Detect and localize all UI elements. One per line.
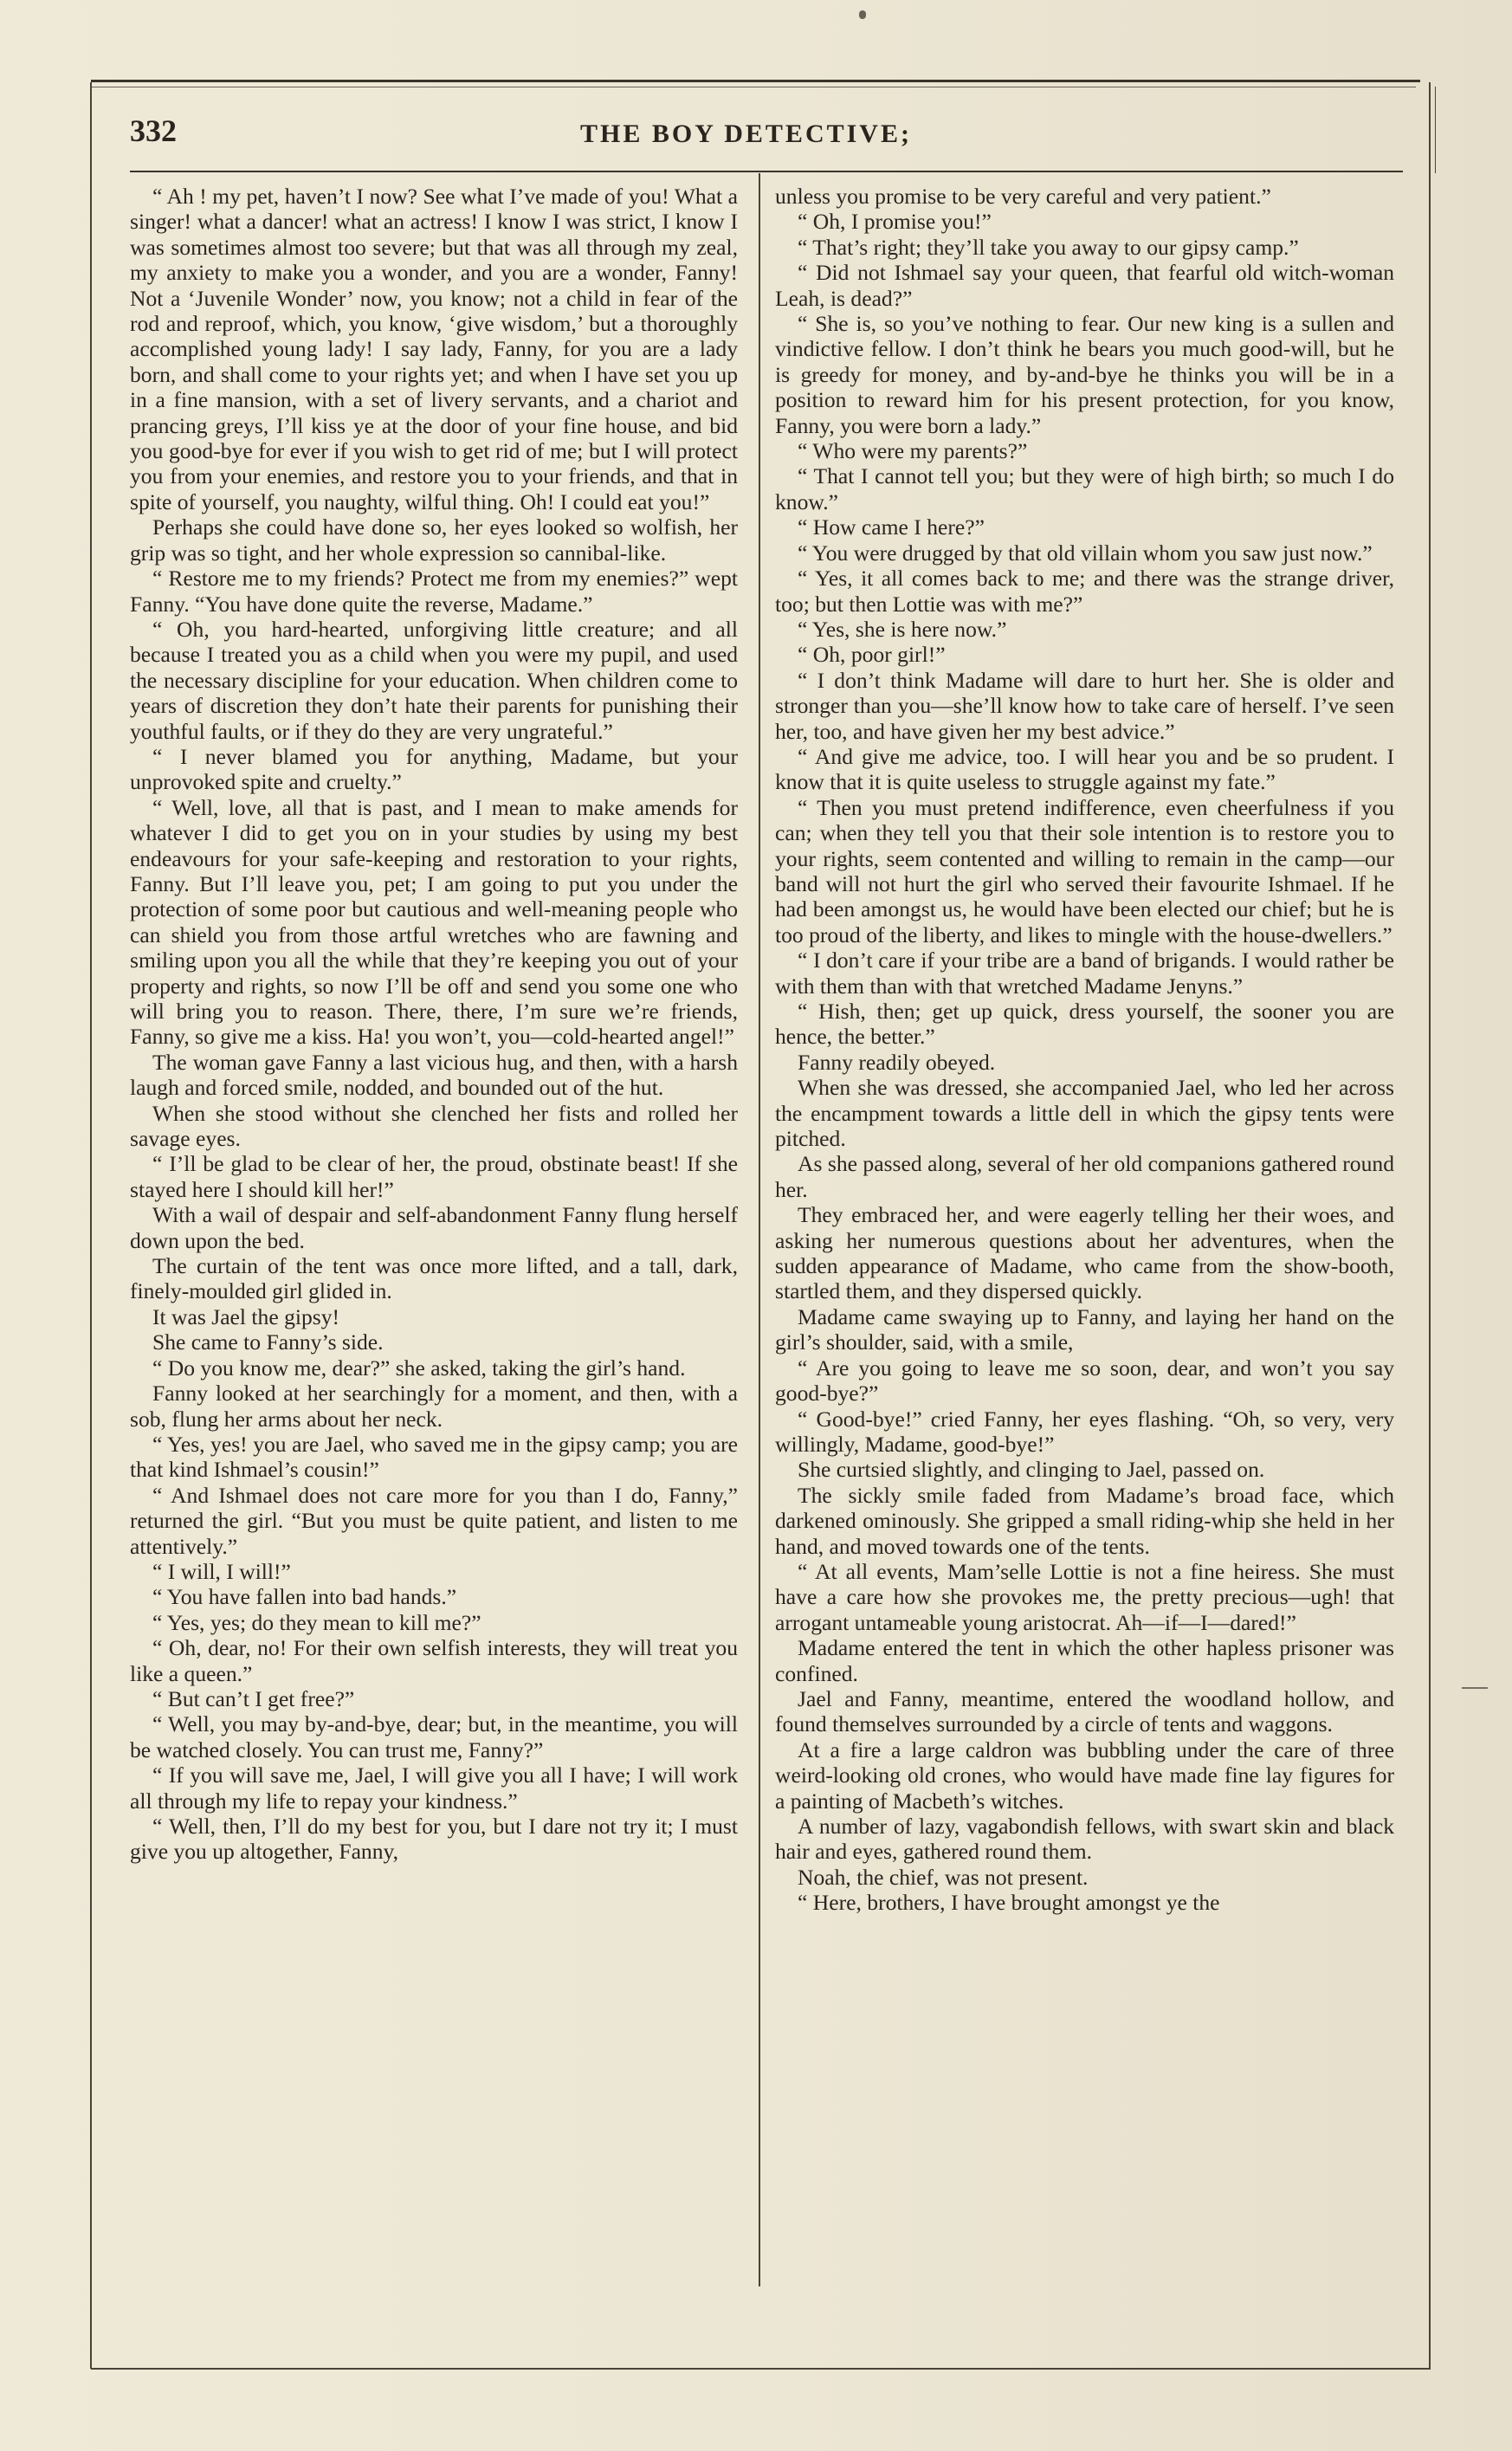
paragraph: “ Well, love, all that is past, and I mean to make amends for whatever I did to get you on in your studies by using my best endeavours for your safe-keeping and restoration to your rights, Fanny. But I’ll leave you, pet; I am going to put you under the protection of some poor but cautious and well-meaning people who can shield you from those artful wretches who are fawning and smiling upon you all the while that they’re keeping you out of your property and rights, so now I’ll be off and send you some one who will bring you to reason. There, there, I’m sure we’re friends, Fanny, so give me a kiss. Ha! you won’t, you—cold-hearted angel!” <box>130 794 738 1050</box>
right-column <box>775 184 1394 2288</box>
paragraph: At a fire a large caldron was bubbling under the care of three weird-looking old crones, who would have made fine lay figures for a painting of Macbeth’s witches. <box>775 1736 1394 1814</box>
paragraph: “ Restore me to my friends? Protect me from my enemies?” wept Fanny. “You have done quite the reverse, Madame.” <box>130 566 738 617</box>
paragraph: It was Jael the gipsy! <box>152 1303 340 1329</box>
paragraph: “ Yes, she is here now.” <box>798 616 1007 642</box>
paragraph: Jael and Fanny, meantime, entered the woodland hollow, and found themselves surrounded by a circle of tents and waggons. <box>775 1685 1394 1737</box>
page-number: 332 <box>130 113 177 148</box>
paragraph: “ And give me advice, too. I will hear you and be so prudent. I know that it is quite useless to struggle against my fate.” <box>775 743 1394 795</box>
paragraph: “ Well, then, I’ll do my best for you, but I dare not try it; I must give you up altogether, Fanny, <box>130 1814 738 1865</box>
paragraph: Fanny looked at her searchingly for a moment, and then, with a sob, flung her arms about her neck. <box>130 1381 738 1432</box>
paragraph: “ Here, brothers, I have brought amongst ye the <box>798 1890 1220 1916</box>
paragraph: “ I don’t think Madame will dare to hurt her. She is older and stronger than you—she’ll know how to take care of herself. I’ve seen her, too, and have given her my best advice.” <box>775 667 1394 744</box>
paragraph: With a wail of despair and self-abandonment Fanny flung herself down upon the bed. <box>130 1202 738 1253</box>
top-border-rule <box>91 80 1420 82</box>
bottom-border-rule <box>91 2368 1431 2370</box>
paragraph: She came to Fanny’s side. <box>152 1329 384 1355</box>
paragraph: As she passed along, several of her old companions gathered round her. <box>775 1151 1394 1202</box>
paragraph: “ Do you know me, dear?” she asked, taking the girl’s hand. <box>152 1355 686 1381</box>
paragraph: “ But can’t I get free?” <box>152 1685 355 1711</box>
paragraph: “ Did not Ishmael say your queen, that fearful old witch-woman Leah, is dead?” <box>775 260 1394 311</box>
left-column <box>130 184 738 2288</box>
paragraph: “ Good-bye!” cried Fanny, her eyes flashing. “Oh, so very, very willingly, Madame, good-bye!” <box>775 1406 1394 1457</box>
column-divider <box>759 173 760 2286</box>
paragraph: “ That I cannot tell you; but they were of high birth; so much I do know.” <box>775 463 1394 514</box>
paragraph: They embraced her, and were eagerly telling her their woes, and asking her numerous questions about her adventures, when the sudden appearance of Madame, who came from the show-booth, startled them, and they dispersed quickly. <box>775 1202 1394 1304</box>
paragraph: Fanny readily obeyed. <box>798 1049 996 1075</box>
paragraph: “ Well, you may by-and-bye, dear; but, in the meantime, you will be watched closely. You can trust me, Fanny?” <box>130 1711 738 1762</box>
margin-tick <box>1462 1687 1488 1689</box>
paragraph: The curtain of the tent was once more lifted, and a tall, dark, finely-moulded girl glided in. <box>130 1253 738 1304</box>
paragraph: The woman gave Fanny a last vicious hug, and then, with a harsh laugh and forced smile, nodded, and bounded out of the hut. <box>130 1049 738 1101</box>
paragraph: unless you promise to be very careful and very patient.” <box>775 184 1271 209</box>
paragraph: “ You were drugged by that old villain whom you saw just now.” <box>798 540 1373 566</box>
paragraph: “ Oh, poor girl!” <box>798 642 946 668</box>
paragraph: Madame entered the tent in which the other hapless prisoner was confined. <box>775 1635 1394 1686</box>
paragraph: When she was dressed, she accompanied Jael, who led her across the encampment towards a little dell in which the gipsy tents were pitched. <box>775 1075 1394 1152</box>
paragraph: “ Hish, then; get up quick, dress yourself, the sooner you are hence, the better.” <box>775 999 1394 1050</box>
paragraph: “ Oh, dear, no! For their own selfish interests, they will treat you like a queen.” <box>130 1635 738 1686</box>
paragraph: “ Oh, I promise you!” <box>798 209 992 235</box>
paragraph: Noah, the chief, was not present. <box>798 1864 1089 1890</box>
paragraph: “ Who were my parents?” <box>798 438 1028 464</box>
paragraph: “ I will, I will!” <box>152 1558 291 1584</box>
paragraph: “ Ah ! my pet, haven’t I now? See what I’ve made of you! What a singer! what a dancer! what an actress! I know I was strict, I know I was sometimes almost too severe; but that was all through my zeal, my anxiety to make you a wonder, and you are a wonder, Fanny! Not a ‘Juvenile Wonder’ now, you know; not a child in fear of the rod and reproof, which, you know, ‘give wisdom,’ but a thoroughly accomplished young lady! I say lady, Fanny, for you are a lady born, and shall come to your rights yet; and when I have set you up in a fine mansion, with a set of livery servants, and a chariot and prancing greys, I’ll kiss ye at the door of your fine house, and bid you good-bye for ever if you wish to get rid of me; but I will protect you from your enemies, and restore you to your friends, and that in spite of yourself, you naughty, wilful thing. Oh! I could eat you!” <box>130 184 738 514</box>
paragraph: “ Yes, it all comes back to me; and there was the strange driver, too; but then Lottie was with me?” <box>775 566 1394 617</box>
running-head: THE BOY DETECTIVE; <box>580 120 912 148</box>
right-border-rule <box>1429 82 1431 2369</box>
right-border-rule-short <box>1435 87 1436 173</box>
paragraph: “ If you will save me, Jael, I will give you all I have; I will work all through my life to repay your kindness.” <box>130 1762 738 1814</box>
paragraph: “ How came I here?” <box>798 514 985 540</box>
ink-speck <box>859 10 866 19</box>
paragraph: “ Yes, yes; do they mean to kill me?” <box>152 1609 481 1635</box>
paragraph: “ And Ishmael does not care more for you than I do, Fanny,” returned the girl. “But you must be quite patient, and listen to me attentively.” <box>130 1482 738 1559</box>
paragraph: The sickly smile faded from Madame’s broad face, which darkened ominously. She gripped a small riding-whip she held in her hand, and moved towards one of the tents. <box>775 1482 1394 1559</box>
paragraph: “ I’ll be glad to be clear of her, the proud, obstinate beast! If she stayed here I should kill her!” <box>130 1151 738 1202</box>
paragraph: “ That’s right; they’ll take you away to our gipsy camp.” <box>798 234 1299 260</box>
paragraph: “ Are you going to leave me so soon, dear, and won’t you say good-bye?” <box>775 1355 1394 1407</box>
paragraph: When she stood without she clenched her fists and rolled her savage eyes. <box>130 1100 738 1152</box>
paragraph: “ At all events, Mam’selle Lottie is not a fine heiress. She must have a care how she provokes me, the pretty precious—ugh! that arrogant untameable young aristocrat. Ah—if—I—dared!” <box>775 1558 1394 1635</box>
header-rule <box>130 171 1403 172</box>
paragraph: A number of lazy, vagabondish fellows, with swart skin and black hair and eyes, gathered round them. <box>775 1814 1394 1865</box>
paragraph: “ Oh, you hard-hearted, unforgiving little creature; and all because I treated you as a child when you were my pupil, and used the necessary discipline for your education. When children come to years of discretion they don’t hate their parents for punishing their youthful faults, or if they do they are very ungrateful.” <box>130 616 738 744</box>
left-border-rule <box>90 82 92 2369</box>
paragraph: Perhaps she could have done so, her eyes looked so wolfish, her grip was so tight, and her whole expression so cannibal-like. <box>130 514 738 566</box>
paragraph: Madame came swaying up to Fanny, and laying her hand on the girl’s shoulder, said, with a smile, <box>775 1303 1394 1355</box>
paragraph: “ I never blamed you for anything, Madame, but your unprovoked spite and cruelty.” <box>130 743 738 795</box>
paragraph: “ You have fallen into bad hands.” <box>152 1584 457 1610</box>
paragraph: She curtsied slightly, and clinging to Jael, passed on. <box>798 1457 1265 1483</box>
paragraph: “ She is, so you’ve nothing to fear. Our new king is a sullen and vindictive fellow. I don’t think he bears you much good-will, but he is greedy for money, and by-and-bye he thinks you will be in a position to reward him for his present protection, for you know, Fanny, you were born a lady.” <box>775 311 1394 438</box>
paragraph: “ Yes, yes! you are Jael, who saved me in the gipsy camp; you are that kind Ishmael’s cousin!” <box>130 1431 738 1483</box>
paragraph: “ I don’t care if your tribe are a band of brigands. I would rather be with them than with that wretched Madame Jenyns.” <box>775 947 1394 999</box>
paragraph: “ Then you must pretend indifference, even cheerfulness if you can; when they tell you that their sole intention is to restore you to your rights, seem contented and willing to remain in the camp—our band will not hurt the girl who served their favourite Ishmael. If he had been amongst us, he would have been elected our chief; but he is too proud of the liberty, and likes to mingle with the house-dwellers.” <box>775 794 1394 947</box>
